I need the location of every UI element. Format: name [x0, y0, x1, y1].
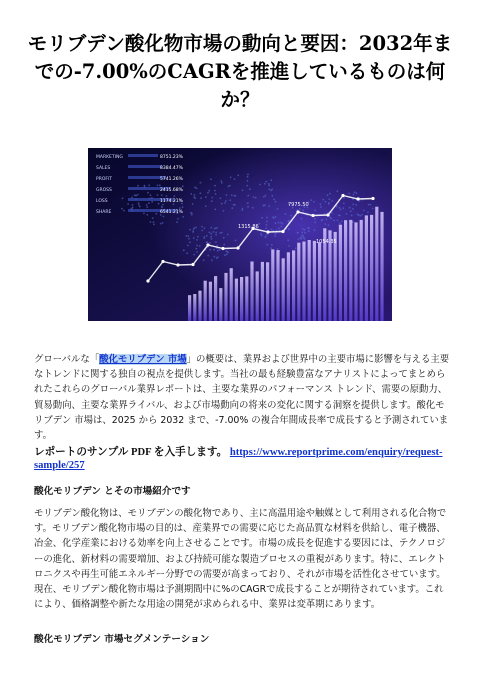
hero-stat-label: GROSS [96, 188, 112, 193]
intro-post: 」の概要は、業界および世界中の主要市場に影響を与える主要なトレンドに関する独自の視点を提供します。当社の最も経験豊富なアナリストによってまとめられたこれらのグローバル業界レポートは、主要な業界のパフォーマンス トレンド、需要の原動力、貿易動向、主要な業界ライバル、および市場動向の将来の変化に関する洞察を提供します。酸化モリブデン 市場は、2025 から 2032 まで、-7.00% の複合年間成長率で成長すると予測されています。 [34, 354, 450, 442]
section-heading-segmentation: 酸化モリブデン 市場セグメンテーション [34, 634, 210, 645]
sample-label: レポートのサンプル PDF を入手します。 [34, 447, 228, 458]
sample-request-link[interactable]: https://www.reportprime.com/enquiry/request-sample/257 [34, 447, 443, 471]
hero-stat-value: 5741.26% [160, 177, 183, 182]
hero-stat-label: LOSS [96, 199, 108, 204]
hero-float-label: 7975.50 [288, 202, 309, 208]
intro-paragraph [34, 352, 450, 443]
hero-stat-label: MARKETING [96, 155, 123, 160]
hero-float-label: 1054.35 [316, 239, 337, 245]
hero-stat-label: SHARE [96, 210, 112, 215]
hero-float-label: 1315.86 [238, 224, 259, 230]
section-heading-intro: 酸化モリブデン とその市場紹介です [34, 486, 191, 497]
hero-stat-value: 8751.23% [160, 155, 183, 160]
hero-stat-label: SALES [96, 166, 111, 171]
sample-pdf-line [34, 446, 450, 472]
intro-pre: グローバルな「 [34, 354, 100, 365]
market-link[interactable]: 酸化モリブデン 市場 [99, 354, 187, 365]
hero-image [88, 148, 392, 321]
hero-stat-value: 6541.21% [160, 210, 183, 215]
page-title: モリブデン酸化物市場の動向と要因：2032年までの-7.00%のCAGRを推進しているものは何か？ [27, 32, 453, 111]
market-intro-paragraph: モリブデン酸化物は、モリブデンの酸化物であり、主に高温用途や触媒として利用される化合物です。モリブデン酸化物市場の目的は、産業界での需要に応じた高品質な材料を供給し、電子機器、冶金、化学産業における効率を向上させることです。市場の成長を促進する要因には、テクノロジーの進化、新材料の需要増加、および持続可能な製造プロセスの重視があります。特に、エレクトロニクスや再生可能エネルギー分野での需要が高まっており、それが市場を活性化させています。現在、モリブデン酸化物市場は予測期間中に%のCAGRで成長することが期待されています。これにより、価格調整や新たな用途の開発が求められる中、業界は変革期にあります。 [34, 508, 447, 611]
market-chart-illustration [88, 148, 392, 321]
hero-stat-value: 1174.21% [160, 199, 183, 204]
hero-stat-label: PROFIT [96, 177, 113, 182]
hero-stat-value: 8384.47% [160, 166, 183, 171]
hero-stat-value: 2415.68% [160, 188, 183, 193]
